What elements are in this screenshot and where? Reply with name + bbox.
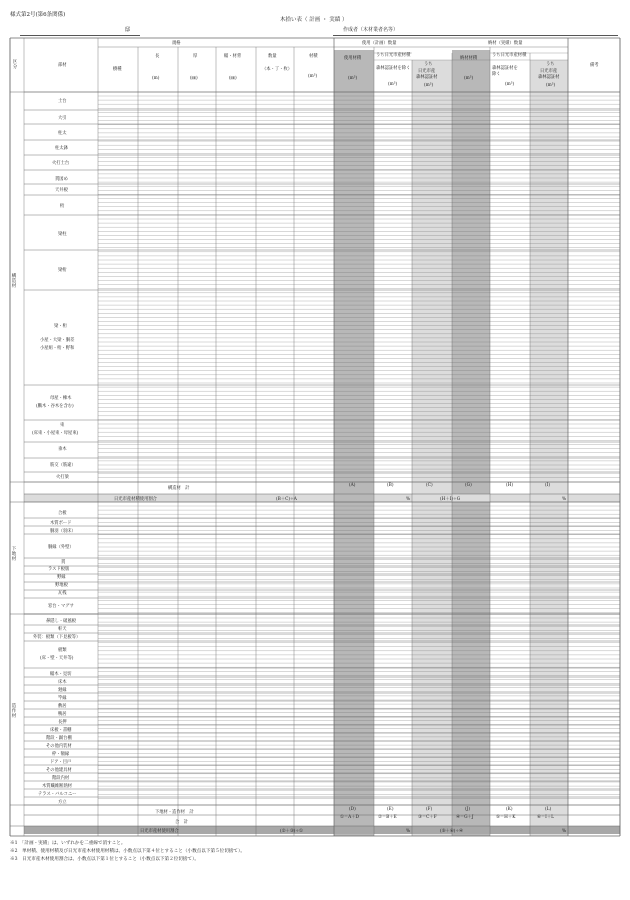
mark-E: (E) [387,807,394,812]
col-shinrin-jogai-unit: (m³) [388,82,398,87]
col-uchi2-unit: (m³) [546,83,556,88]
mark-L: (L) [545,807,552,812]
note-3: ※3 日光市産木材使用割合は、小数点以下第１位とすること（小数点以下第２位切捨て）。 [10,857,199,862]
item-dodai: 土台 [58,99,67,104]
item-habaki: 幅木・見切 [50,672,72,677]
col-uchi-nikko2: うち日光市産材積 [492,53,527,58]
item-tategu: その他建具材 [46,768,72,773]
total-formula-2: ②＝B＋E [378,815,397,820]
item-dobane: 胴羽（羽床） [50,529,76,534]
mark-G: (G) [465,483,472,488]
col-nozai-unit: (m³) [464,76,474,81]
col-shiyo-unit: (m³) [348,76,358,81]
item-shikii: 敷居 [58,704,67,709]
shade-uchi [412,60,452,836]
col-kubun: 区分 [12,60,18,71]
item-hari-keta: 梁桁 [58,268,67,273]
item-taruki: 垂木 [58,447,67,452]
form-number: 様式第2号(第6条関係) [10,12,66,18]
note-1: ※1 「計画・実績」は、いずれかを二重線で消すこと。 [10,841,126,846]
item-kamoi: 鴨居 [58,712,67,717]
item-danetsu: 木質繊維断熱材 [42,784,73,789]
col-shinrin-jogai: 森林認証材を除く [376,66,411,71]
item-hodate: 方立 [58,800,67,805]
mark-I: (I) [545,483,551,488]
ratio-shade-a [334,494,374,502]
total-formula-3: ③＝C＋F [418,815,437,820]
col-shiyo-group: 使用（計画）数量 [362,41,397,46]
item-gouhan: 合板 [58,511,67,516]
item-gaiso: 外装：板類（下見板等） [33,635,81,640]
item-tsuka-note: (床束・小屋束・母屋束) [32,431,79,436]
mark-H: (H) [506,483,514,488]
mark-B: (B) [387,483,394,488]
item-itarui: 板類 [58,648,67,653]
structural-ratio-label: 日光市産材積使用割合 [114,497,157,502]
mark-F: (F) [426,807,433,812]
mark-J: (J) [465,807,471,812]
col-nozai-group: 納材（実績）数量 [488,41,523,46]
item-tenjoita: 天井板 [55,188,68,193]
col-naga-unit: (m) [152,76,160,81]
item-mawaribuchi: 廻縁 [58,688,67,693]
item-naiso: その他内装材 [46,744,72,749]
col-uchi-2: 日光市産 [418,69,436,74]
item-hari-keta2: 梁・桁 [54,324,67,329]
col-biko: 備考 [590,63,599,68]
item-moya-note: (鵬木・谷木を含む) [36,404,74,409]
structural-subtotal-label: 構造材 計 [168,486,190,491]
mark-K: (K) [506,807,513,812]
col-zaiseki: 材積 [309,54,318,59]
item-tokogi: 床木 [58,680,67,685]
col-shiyo-zaiseki: 使用材積 [344,56,362,61]
item-rasu-ita: ラスド板版 [48,567,70,572]
residence-label: 邸 [125,27,131,33]
item-waku: 枠・額縁 [52,752,70,757]
col-shinrin-jogai2: 森林認証材を [492,66,518,71]
col-uchi-unit: (m³) [424,83,434,88]
col-shinrin-jogai2-unit: (m³) [505,82,515,87]
col-naga: 長 [155,54,160,59]
col-sushu-unit: （本・丁・枚） [262,67,293,72]
category-shitaji: 下 地 材 [11,547,17,562]
item-dobuchi: 胴縁（外壁） [48,545,74,550]
col-nozai-zaiseki: 納材材積 [460,56,478,61]
col-uchi-1: うち [424,62,433,67]
total-formula-5: ⑤＝H＋K [496,815,516,820]
item-nukizume: 貫図め [55,177,68,182]
item-nobuchi: 野縁 [57,575,66,580]
col-kikaku: 規格 [172,41,181,46]
item-hari-hashira: 梁柱 [58,232,67,237]
item-keta: 桁 [60,204,65,209]
item-hiuchi-dodai: 火打土台 [52,161,70,166]
item-sujikai: 筋交（筋違） [50,463,76,468]
col-buzai: 部材 [58,63,67,68]
col-uchi-3: 森林認証材 [416,75,438,80]
col-zaiseki-unit: (m³) [308,74,318,79]
item-kawarasan: 瓦桟 [58,591,67,596]
item-saobuchi: 竿縁 [58,696,67,701]
structural-ratio-pct2: % [562,497,567,502]
item-hashira: 柱太 [58,131,67,136]
structural-ratio-formula1: (B＋C)÷A [276,497,297,502]
structural-ratio-formula2: (H＋I)÷G [440,497,461,502]
total-ratio-formula1: (②＋③)÷① [280,829,303,834]
col-shinrin-jogai2b: 除く [492,72,501,77]
col-haba: 幅・材背 [224,54,242,59]
mark-A: (A) [349,483,356,488]
col-uchi2-2: 日光市産 [540,69,558,74]
shade-shiyo [334,50,374,836]
shade-uchi2 [530,60,568,836]
item-nokiten: 軒天 [58,627,67,632]
total-label: 合 計 [175,820,188,825]
author-label: 作成者（木材業者名等） [343,27,399,33]
item-hashira-hachi: 柱太鉢 [55,146,68,151]
col-uchi2-3: 森林認証材 [538,75,560,80]
total-formula-1: ①＝A＋D [340,815,359,820]
item-nuki: 貫 [61,560,66,565]
shade-nozai [452,50,490,836]
item-obiki: 大引 [58,116,67,121]
item-mokushitsu-board: 木質ボード [50,521,72,526]
total-ratio-label: 日光市産材使用割合 [140,829,179,834]
col-sushu: 数量 [268,54,277,59]
item-madodai: 窓台・マグサ [48,604,74,609]
mark-C: (C) [426,483,433,488]
zosaku-subtotal-label: 下地材・造作材 計 [155,810,194,815]
item-tsuka: 束 [60,423,65,428]
item-tokoita: 床板・書棚 [50,728,72,733]
category-zosaku: 造 作 材 [11,704,17,719]
note-2: ※2 単材積、使用材積及び日光市産木材使用材積は、小数点以下第４位とすること（小数点以下第５位切捨て）。 [10,849,245,854]
ratio-row-total [24,826,620,834]
col-uchi2-1: うち [546,62,555,67]
total-ratio-pct1: % [406,829,411,834]
item-koya-ohari: 小屋・大梁・胴差 [40,338,75,343]
item-hiuchibari: 火打梁 [56,475,69,480]
col-atsu: 厚 [193,54,198,59]
total-formula-4: ④＝G＋J [456,815,474,820]
col-uchi-nikko: うち日光市産材積 [376,53,411,58]
item-door: ドア・目戸 [50,760,72,765]
total-ratio-pct2: % [562,829,567,834]
item-moya-munagi: 母屋・棟木 [50,396,72,401]
document-title: 木拾い表（ 計画 ・ 実績 ） [280,17,348,23]
total-ratio-formula2: (⑤＋⑥)÷④ [440,829,463,834]
item-nageshi: 長押 [58,720,67,725]
structural-ratio-pct1: % [406,497,411,502]
col-atsu-unit: (㎜) [190,76,198,81]
item-kaidan: 階段・踊台棚 [46,736,72,741]
item-nojiita: 野地板 [55,583,68,588]
item-kaidan-nai: 階段内材 [52,776,70,781]
item-itarui-note: (床・壁・天井等) [40,656,74,661]
item-koya-keta: 小屋組・桁・野和 [40,346,75,351]
category-structural: 構 造 材 [11,274,17,289]
col-jushu: 樹種 [113,67,122,72]
mark-D: (D) [349,807,356,812]
total-formula-6: ⑥＝I＋L [537,815,554,820]
item-hanakakushi: 鼻隠し・破風板 [46,619,77,624]
col-haba-unit: (㎜) [229,76,237,81]
item-terrace: テラス・バルコニー [38,792,77,797]
